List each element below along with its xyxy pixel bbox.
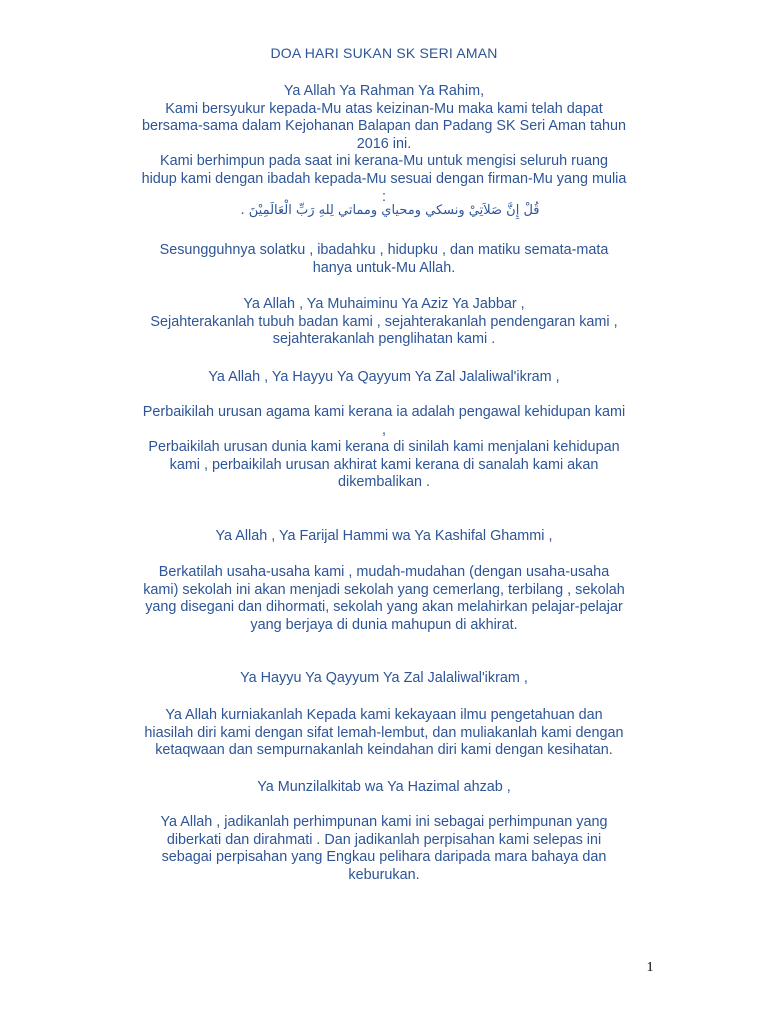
paragraph-hayyu-1: Ya Allah , Ya Hayyu Ya Qayyum Ya Zal Jalaliwal'ikram , xyxy=(208,369,560,385)
page-number: 1 xyxy=(646,960,654,975)
paragraph-opening: Ya Allah Ya Rahman Ya Rahim, Kami bersyukur kepada-Mu atas keizinan-Mu maka kami telah dapat bersama-sama dalam Kejohanan Balapan dan Padang SK Seri Aman tahun 2016 ini. Kami berhimpun pada saat ini kerana-Mu untuk mengisi seluruh ruang hidup kami dengan ibadah kepada-Mu sesuai dengan firman-Mu yang mulia : xyxy=(141,83,627,205)
paragraph-solatku: Sesungguhnya solatku , ibadahku , hidupku , dan matiku semata-mata hanya untuk-Mu Allah. xyxy=(159,242,609,276)
paragraph-perbaikilah: Perbaikilah urusan agama kami kerana ia adalah pengawal kehidupan kami , Perbaikilah urusan dunia kami kerana di sinilah kami menjalani kehidupan kami , perbaikilah urusan akhirat kami kerana di sanalah kami akan dikembalikan . xyxy=(142,404,626,491)
paragraph-jadikanlah: Ya Allah , jadikanlah perhimpunan kami ini sebagai perhimpunan yang diberkati dan dirahmati . Dan jadikanlah perpisahan kami selepas ini sebagai perpisahan yang Engkau pelihara daripada mara bahaya dan keburukan. xyxy=(160,814,608,883)
arabic-verse: قُلْ إِنَّ صَلاَتِيْ ونسكي ومحياي ومماتي لِلهِ رَبِّ الْعَالَمِيْنَ . xyxy=(240,203,540,218)
paragraph-berkatilah: Berkatilah usaha-usaha kami , mudah-mudahan (dengan usaha-usaha kami) sekolah ini akan menjadi sekolah yang cemerlang, terbilang , sekolah yang disegani dan dihormati, sekolah yang akan melahirkan pelajar-pelajar yang berjaya di dunia mahupun di akhirat. xyxy=(143,564,625,633)
paragraph-munzilalkitab: Ya Munzilalkitab wa Ya Hazimal ahzab , xyxy=(257,779,511,795)
document-title: DOA HARI SUKAN SK SERI AMAN xyxy=(270,45,498,61)
paragraph-muhaiminu: Ya Allah , Ya Muhaiminu Ya Aziz Ya Jabbar , Sejahterakanlah tubuh badan kami , sejahterakanlah pendengaran kami , sejahterakanlah penglihatan kami . xyxy=(150,296,618,348)
paragraph-kurniakanlah: Ya Allah kurniakanlah Kepada kami kekayaan ilmu pengetahuan dan hiasilah diri kami dengan sifat lemah-lembut, dan muliakanlah kami dengan ketaqwaan dan sempurnakanlah keindahan diri kami dengan kesihatan. xyxy=(144,707,624,759)
paragraph-hayyu-2: Ya Hayyu Ya Qayyum Ya Zal Jalaliwal'ikram , xyxy=(240,670,528,686)
paragraph-farijal: Ya Allah , Ya Farijal Hammi wa Ya Kashifal Ghammi , xyxy=(215,528,553,544)
